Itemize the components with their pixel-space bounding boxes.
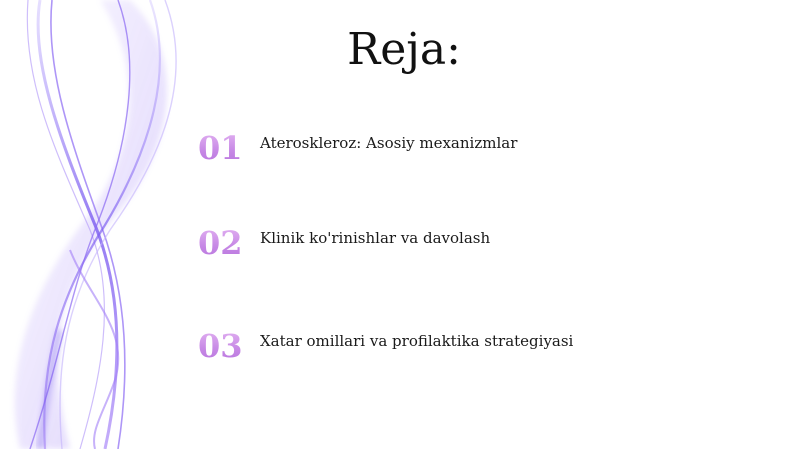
agenda-item-text: Klinik ko'rinishlar va davolash xyxy=(260,229,491,247)
agenda-item-text: Xatar omillari va profilaktika strategiyasi xyxy=(260,332,574,350)
agenda-item-text: Ateroskleroz: Asosiy mexanizmlar xyxy=(260,134,518,152)
agenda-item xyxy=(198,223,758,263)
agenda-item-number: 03 xyxy=(198,327,243,365)
agenda-item-number: 01 xyxy=(198,129,243,167)
agenda-item-number: 02 xyxy=(198,224,243,262)
slide-title: Reja: xyxy=(347,24,461,75)
agenda-item xyxy=(198,128,758,168)
agenda-item xyxy=(198,326,758,366)
